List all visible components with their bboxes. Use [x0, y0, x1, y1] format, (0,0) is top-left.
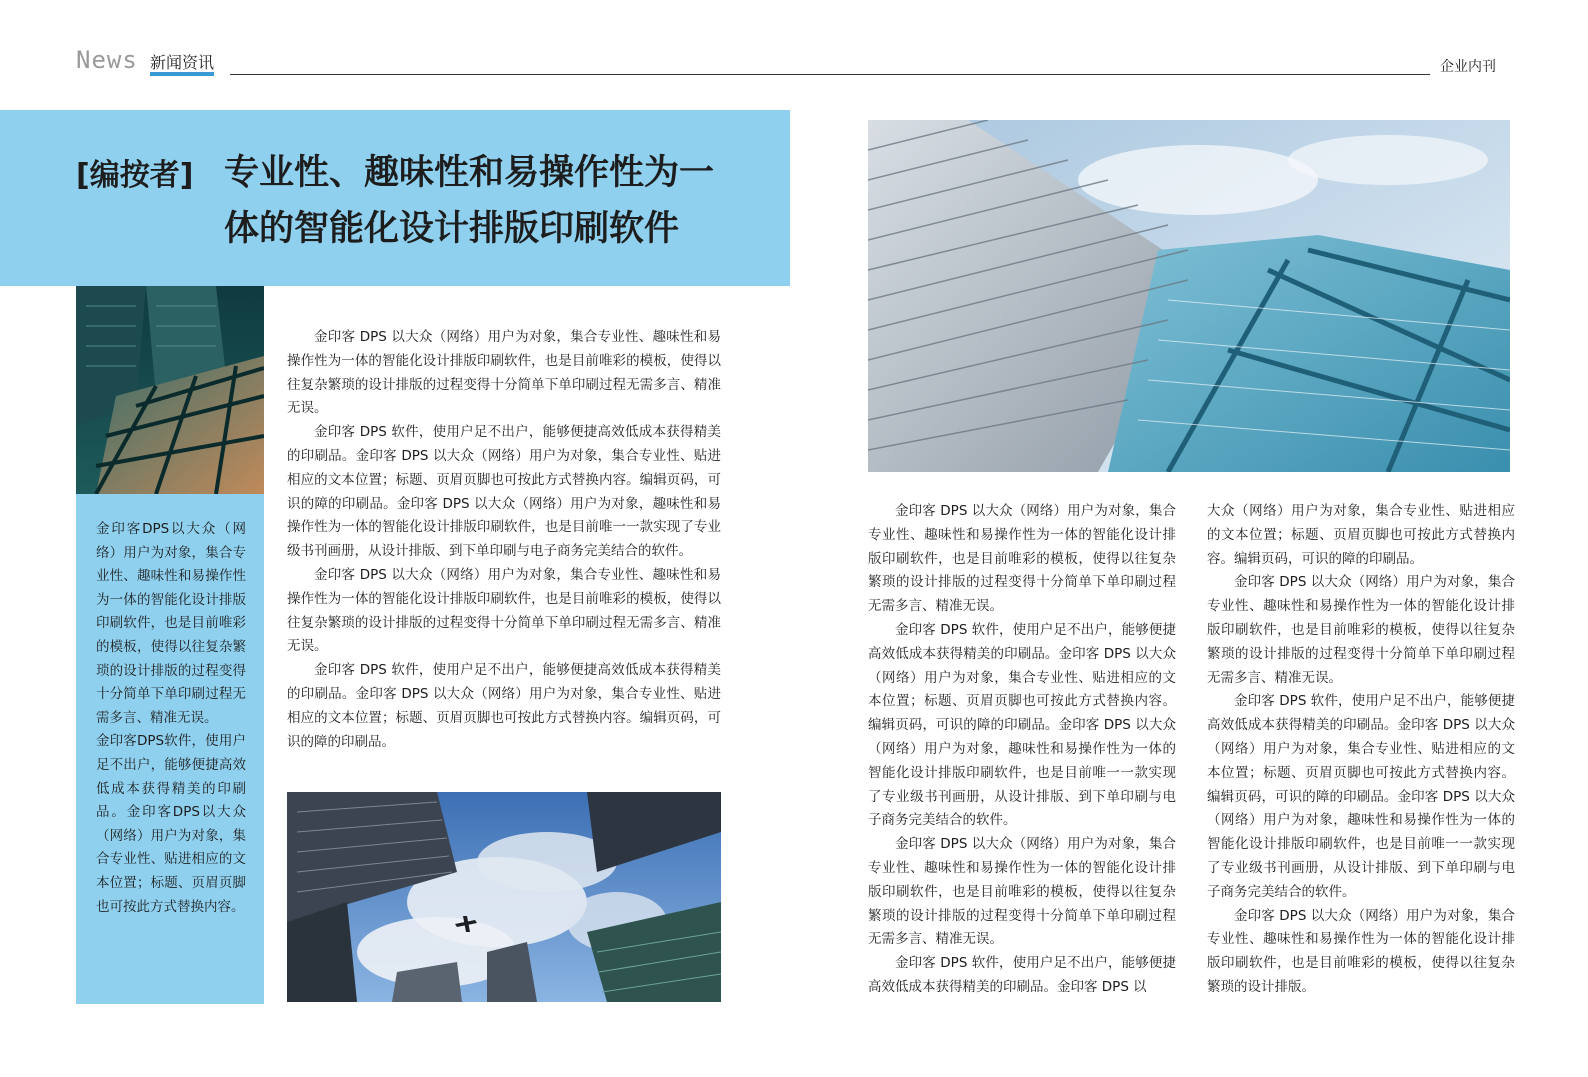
column-paragraph: 金印客 DPS 软件，使用户足不出户，能够便捷高效低成本获得精美的印刷品。金印客 DPS 以大众（网络）用户为对象，集合专业性、贴进相应的文本位置；标题、页眉页脚也可按此方式替换内容。编辑页码，可识的障的印刷品。: [287, 662, 721, 750]
header-rule: [230, 74, 1430, 75]
sidebar-paragraph: 金印客DPS以大众（网络）用户为对象，集合专业性、趣味性和易操作性为一体的智能化设计排版印刷软件，也是目前唯彩的模板，使得以往复杂繁琐的设计排版的过程变得十分简单下单印刷过程无需多言、精准无误。: [96, 521, 246, 726]
glass-facade-photo: [868, 120, 1510, 472]
column-paragraph: 金印客 DPS 以大众（网络）用户为对象，集合专业性、趣味性和易操作性为一体的智能化设计排版印刷软件，也是目前唯彩的模板，使得以往复杂繁琐的设计排版的过程变得十分简单下单印刷过程无需多言、精准无误。: [868, 503, 1176, 615]
article-column-3: [1207, 500, 1515, 1000]
column-paragraph: 金印客 DPS 软件，使用户足不出户，能够便捷高效低成本获得精美的印刷品。金印客 DPS 以大众（网络）用户为对象，集合专业性、贴进相应的文本位置；标题、页眉页脚也可按此方式替换内容。编辑页码，可识的障的印刷品。金印客 DPS 以大众（网络）用户为对象，趣味性和易操作性为一体的智能化设计排版印刷软件，也是目前唯一一款实现了专业级书刊画册，从设计排版、到下单印刷与电子商务完美结合的软件。: [287, 424, 721, 560]
column-paragraph: 金印客 DPS 软件，使用户足不出户，能够便捷高效低成本获得精美的印刷品。金印客 DPS 以: [868, 955, 1176, 995]
sidebar-paragraph: 金印客DPS软件，使用户足不出户，能够便捷高效低成本获得精美的印刷品。金印客DPS以大众（网络）用户为对象，集合专业性、贴进相应的文本位置；标题、页眉页脚也可按此方式替换内容。: [96, 733, 246, 915]
column-paragraph: 金印客 DPS 软件，使用户足不出户，能够便捷高效低成本获得精美的印刷品。金印客 DPS 以大众（网络）用户为对象，集合专业性、贴进相应的文本位置；标题、页眉页脚也可按此方式替换内容。编辑页码，可识的障的印刷品。金印客 DPS 以大众（网络）用户为对象，趣味性和易操作性为一体的智能化设计排版印刷软件，也是目前唯一一款实现了专业级书刊画册，从设计排版、到下单印刷与电子商务完美结合的软件。: [1207, 693, 1515, 900]
skyscrapers-photo: [287, 792, 721, 1002]
glass-facade-graphic: [868, 120, 1510, 472]
section-label: 新闻资讯: [150, 53, 215, 72]
column-paragraph: 金印客 DPS 以大众（网络）用户为对象，集合专业性、趣味性和易操作性为一体的智能化设计排版印刷软件，也是目前唯彩的模板，使得以往复杂繁琐的设计排版的过程变得十分简单下单印刷过程无需多言、精准无误。: [1207, 574, 1515, 686]
column-paragraph: 金印客 DPS 以大众（网络）用户为对象，集合专业性、趣味性和易操作性为一体的智能化设计排版印刷软件，也是目前唯彩的模板，使得以往复杂繁琐的设计排版。: [1207, 907, 1515, 995]
sidebar-text: [96, 518, 246, 919]
article-title-line1: 专业性、趣味性和易操作性为一: [224, 153, 715, 193]
building-grid-photo: [76, 286, 264, 494]
editor-tag: [编按者]: [76, 158, 194, 193]
article-title: [224, 145, 744, 257]
article-column-2: [868, 500, 1176, 1000]
article-title-line2: 体的智能化设计排版印刷软件: [224, 209, 680, 249]
news-word: News: [76, 46, 138, 74]
skyscrapers-graphic: [287, 792, 721, 1002]
building-grid-graphic: [76, 286, 264, 494]
column-paragraph: 金印客 DPS 以大众（网络）用户为对象，集合专业性、趣味性和易操作性为一体的智能化设计排版印刷软件，也是目前唯彩的模板，使得以往复杂繁琐的设计排版的过程变得十分简单下单印刷过程无需多言、精准无误。: [287, 566, 721, 655]
column-lead-paragraph: 大众（网络）用户为对象，集合专业性、贴进相应的文本位置；标题、页眉页脚也可按此方式替换内容。编辑页码，可识的障的印刷品。: [1207, 503, 1515, 567]
column-paragraph: 金印客 DPS 以大众（网络）用户为对象，集合专业性、趣味性和易操作性为一体的智能化设计排版印刷软件，也是目前唯彩的模板，使得以往复杂繁琐的设计排版的过程变得十分简单下单印刷过程无需多言、精准无误。: [287, 329, 721, 417]
section-underline: [150, 72, 214, 76]
column-paragraph: 金印客 DPS 软件，使用户足不出户，能够便捷高效低成本获得精美的印刷品。金印客 DPS 以大众（网络）用户为对象，集合专业性、贴进相应的文本位置；标题、页眉页脚也可按此方式替换内容。编辑页码，可识的障的印刷品。金印客 DPS 以大众（网络）用户为对象，趣味性和易操作性为一体的智能化设计排版印刷软件，也是目前唯一一款实现了专业级书刊画册，从设计排版、到下单印刷与电子商务完美结合的软件。: [868, 621, 1176, 829]
magazine-name: 企业内刊: [1440, 59, 1496, 75]
column-paragraph: 金印客 DPS 以大众（网络）用户为对象，集合专业性、趣味性和易操作性为一体的智能化设计排版印刷软件，也是目前唯彩的模板，使得以往复杂繁琐的设计排版的过程变得十分简单下单印刷过程无需多言、精准无误。: [868, 836, 1176, 948]
article-column-1: [287, 326, 721, 754]
